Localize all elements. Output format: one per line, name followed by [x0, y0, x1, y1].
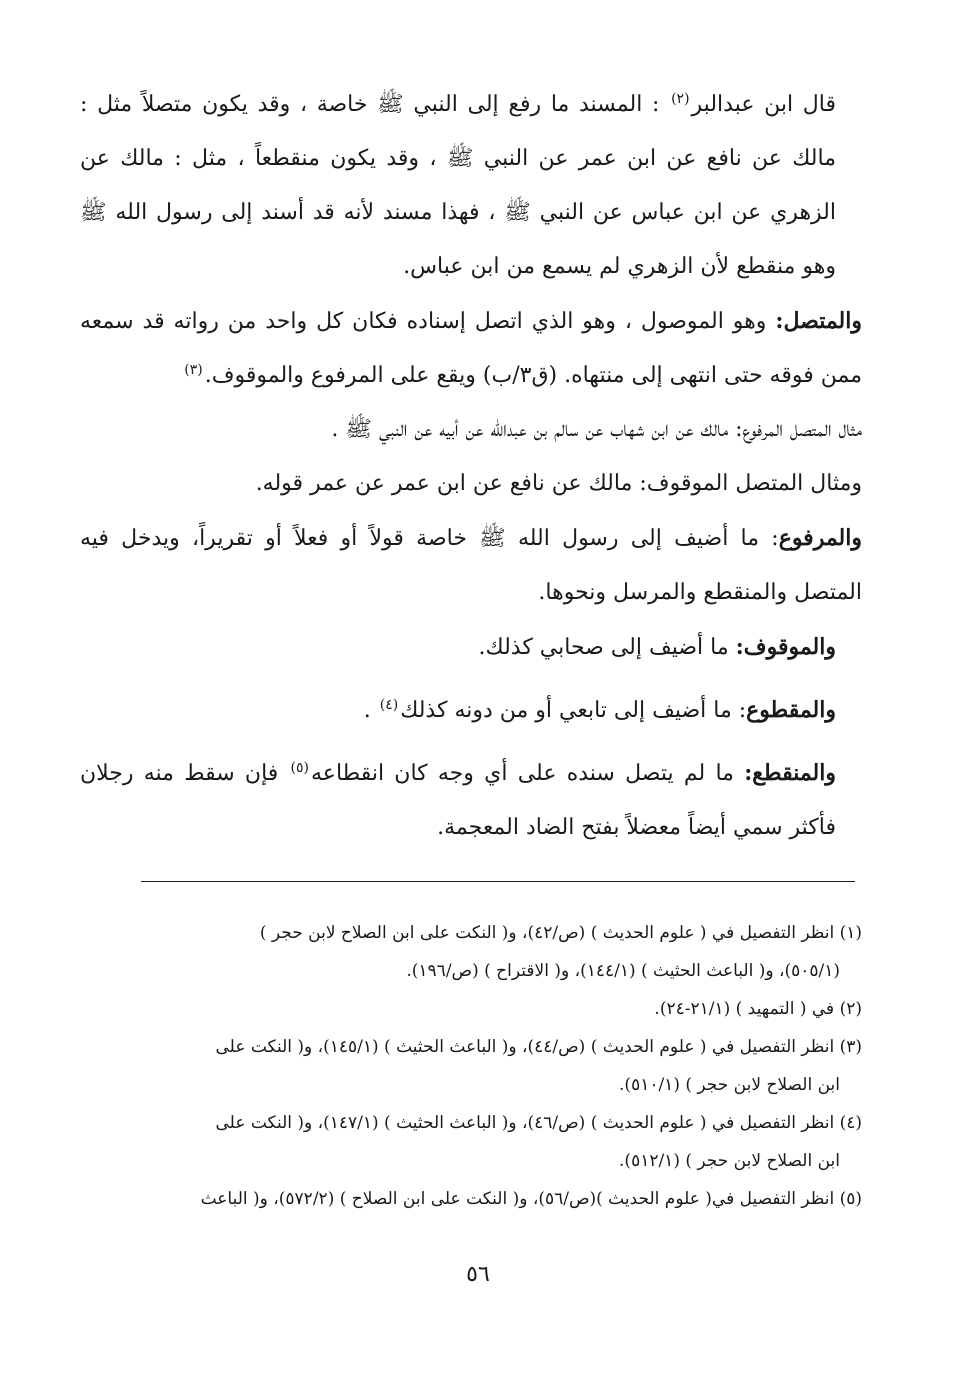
footnote-text: (١) انظر التفصيل في ( علوم الحديث ) (ص/٤٢)، و( النكت على ابن الصلاح لابن حجر ): [259, 923, 862, 943]
paragraph-musnad: [80, 78, 862, 294]
term-heading: والمقطوع: [746, 697, 836, 723]
text: : المسند ما رفع إلى النبي ﷺ خاصة ، وقد يكون متصلاً مثل : مالك عن نافع عن ابن عمر عن النبي ﷺ ، وقد يكون منقطعاً ، مثل : مالك عن الزهري عن ابن عباس عن النبي ﷺ ، فهذا مسند لأنه قد أسند إلى رسول الله ﷺ وهو منقطع لأن الزهري لم يسمع من ابن عباس.: [80, 92, 836, 279]
paragraph-marfu: [80, 511, 862, 620]
text: .: [363, 698, 378, 723]
footnote-text: ابن الصلاح لابن حجر ) (٥١٠/١).: [619, 1075, 840, 1095]
text: مثال المتصل المرفوع: مالك عن ابن شهاب عن سالم بن عبدالله عن أبيه عن النبي ﷺ .: [331, 417, 862, 442]
footnote-text: (٣) انظر التفصيل في ( علوم الحديث ) (ص/٤٤)، و( الباعث الحثيث ) (١٤٥/١)، و( النكت على: [215, 1037, 862, 1057]
footnote-text: ابن الصلاح لابن حجر ) (٥١٢/١).: [619, 1151, 840, 1171]
paragraph-maqtu: [80, 683, 862, 738]
term-heading: والموقوف:: [735, 634, 836, 660]
paragraph-example-marfu: [80, 403, 862, 457]
term-heading: والمنقطع:: [744, 760, 836, 786]
footnote-ref[interactable]: (٢): [671, 90, 690, 107]
paragraph-munqati: [80, 746, 862, 855]
main-text: [80, 78, 862, 855]
footnote-4: [80, 1104, 862, 1180]
text: فإن سقط منه رجلان فأكثر سمي أيضاً معضلاً بفتح الضاد المعجمة.: [80, 761, 836, 840]
footnote-1: [80, 914, 862, 990]
footnote-text: (٤) انظر التفصيل في ( علوم الحديث ) (ص/٤٦)، و( الباعث الحثيث ) (١٤٧/١)، و( النكت على: [215, 1113, 862, 1133]
footnote-3: [80, 1028, 862, 1104]
footnote-text: (٥) انظر التفصيل في( علوم الحديث )(ص/٥٦)، و( النكت على ابن الصلاح ) (٥٧٢/٢)، و( الباعث: [200, 1189, 862, 1209]
text: ومثال المتصل الموقوف: مالك عن نافع عن ابن عمر عن عمر قوله.: [255, 471, 862, 496]
paragraph-mawquf: [80, 620, 862, 675]
footnote-ref[interactable]: (٣): [184, 361, 203, 378]
term-heading: والمرفوع: [778, 525, 862, 551]
text: : ما أضيف إلى رسول الله ﷺ خاصة قولاً أو فعلاً أو تقريراً، ويدخل فيه المتصل والمنقطع والمرسل ونحوها.: [80, 526, 862, 605]
footnotes: [80, 914, 862, 1218]
text: ما لم يتصل سنده على أي وجه كان انقطاعه: [311, 761, 745, 786]
footnote-divider: [141, 881, 855, 882]
text: قال ابن عبدالبر: [691, 92, 836, 117]
footnote-ref[interactable]: (٤): [379, 696, 399, 713]
text: وهو الموصول ، وهو الذي اتصل إسناده فكان كل واحد من رواته قد سمعه ممن فوقه حتى انتهى إلى منتهاه. (ق٣/ب) ويقع على المرفوع والموقوف.: [80, 309, 862, 388]
footnote-text: (٢) في ( التمهيد ) (٢١/١-٢٤).: [654, 999, 862, 1019]
page-number: ٥٦: [466, 1262, 490, 1287]
term-heading: والمتصل:: [775, 308, 862, 334]
footnote-text: (٥٠٥/١)، و( الباعث الحثيث ) (١٤٤/١)، و( الاقتراح ) (ص/١٩٦).: [406, 961, 840, 981]
text: : ما أضيف إلى تابعي أو من دونه كذلك: [400, 698, 747, 723]
text: ما أضيف إلى صحابي كذلك.: [478, 635, 736, 660]
footnote-5: [80, 1180, 862, 1218]
footnote-ref[interactable]: (٥): [290, 759, 310, 776]
paragraph-example-mawquf: [80, 457, 862, 511]
paragraph-muttasil: [80, 294, 862, 403]
footnote-2: [80, 990, 862, 1028]
